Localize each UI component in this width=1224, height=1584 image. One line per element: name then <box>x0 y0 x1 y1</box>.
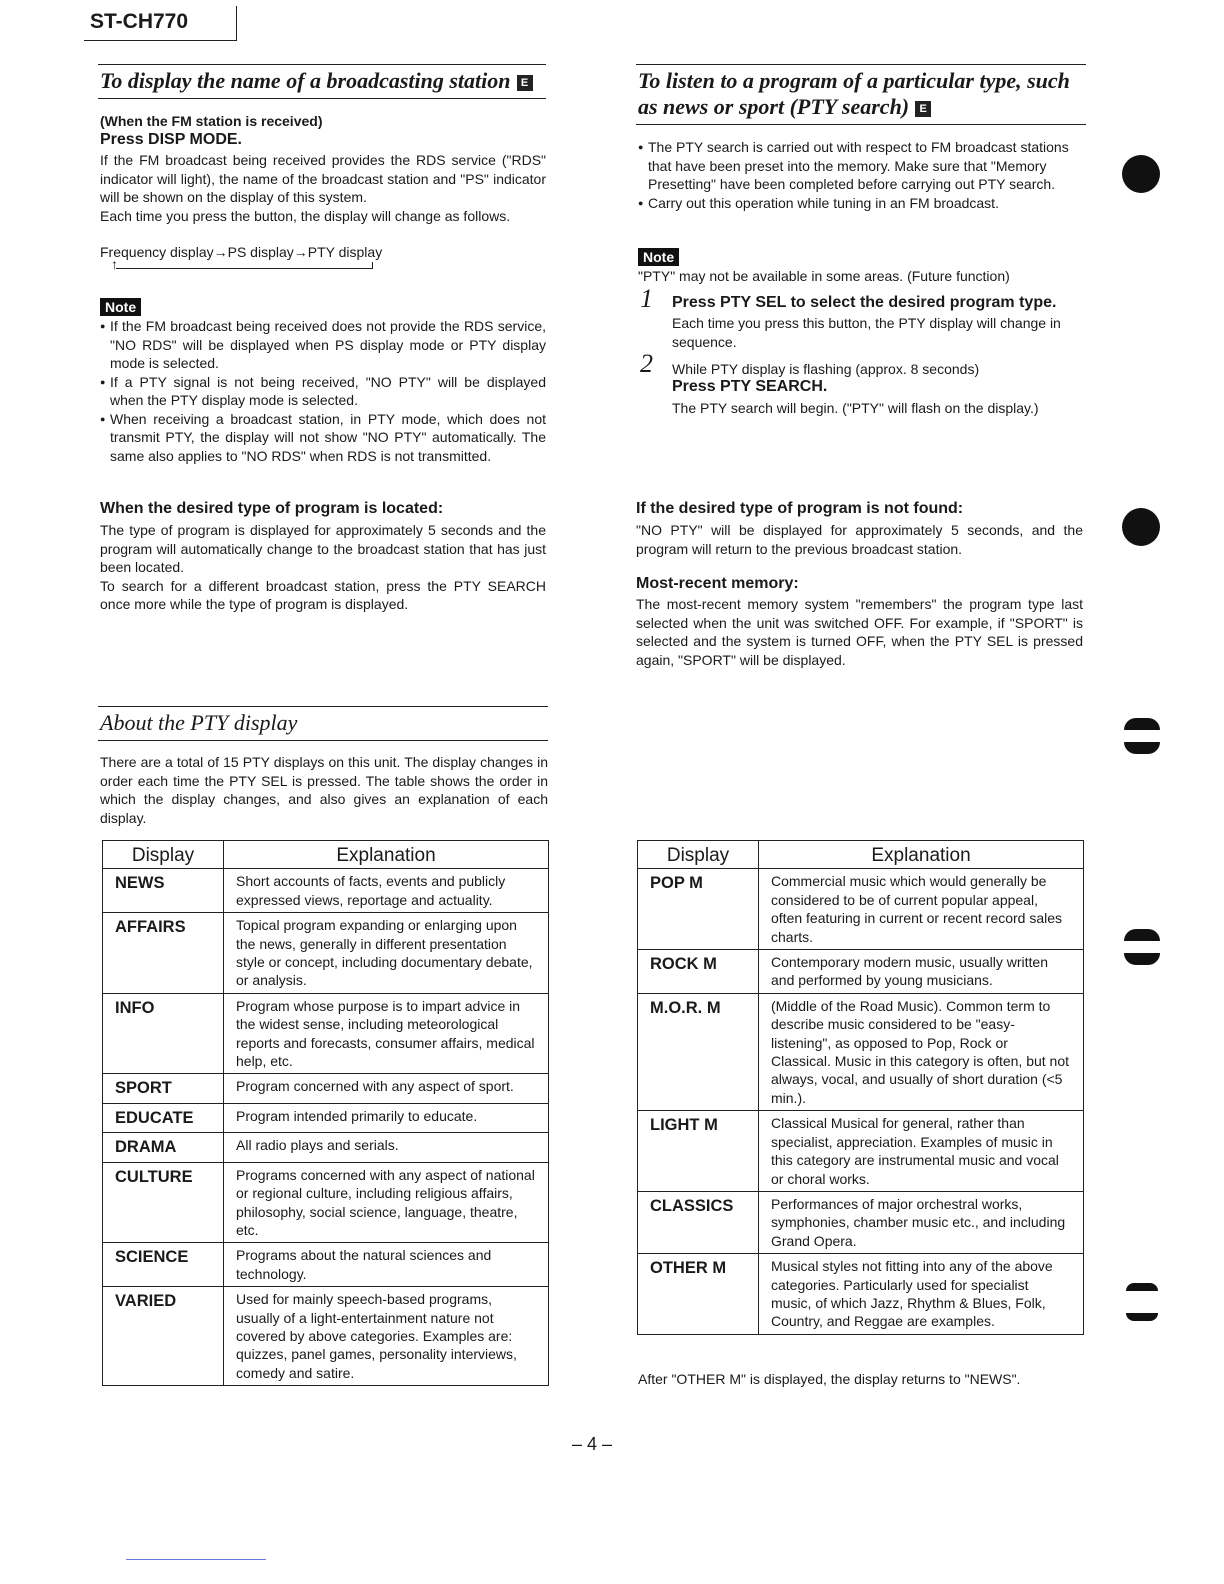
note-text-right: "PTY" may not be available in some areas. (Future function) <box>638 268 1010 284</box>
binder-mark-icon <box>1124 929 1160 941</box>
column-header-display: Display <box>103 841 224 869</box>
step-number: 1 <box>640 284 653 313</box>
binder-mark-icon <box>1126 1283 1158 1291</box>
pty-table-left <box>102 840 549 1386</box>
note-item: ● If the FM broadcast being received does not provide the RDS service, "NO RDS" will be displayed when PS display mode or PTY display mode is selected. <box>100 317 546 373</box>
table-row: OTHER M Musical styles not fitting into any of the above categories. Particularly used for specialist music, of which Jazz, Rhythm & Blues, Folk, Country, and Reggae are examples. <box>638 1254 1084 1335</box>
up-arrow-icon: ↑ <box>111 256 118 272</box>
binder-mark-icon <box>1126 1313 1158 1321</box>
page-number: – 4 – <box>572 1434 613 1454</box>
table-row: CULTURE Programs concerned with any aspect of national or regional culture, including religious affairs, philosophy, social science, language, theatre, etc. <box>103 1162 549 1243</box>
note-item: ● If a PTY signal is not being received, "NO PTY" will be displayed when the PTY display mode is selected. <box>100 373 546 410</box>
table-row: VARIED Used for mainly speech-based programs, usually of a light-entertainment nature not covered by above categories. Examples are: quizzes, panel games, personality interviews, comedy and satire. <box>103 1287 549 1386</box>
table-header-row <box>103 841 549 869</box>
step-2-pre: While PTY display is flashing (approx. 8 seconds) <box>672 361 980 377</box>
table-row: SPORT Program concerned with any aspect of sport. <box>103 1074 549 1103</box>
table-row: NEWS Short accounts of facts, events and publicly expressed views, reportage and actuality. <box>103 869 549 913</box>
about-title: About the PTY display <box>100 710 298 735</box>
located-heading: When the desired type of program is located: <box>100 500 444 517</box>
table-row: M.O.R. M (Middle of the Road Music). Common term to describe music considered to be "easy-listening", as opposed to Pop, Rock or Classical. Music in this category is often, but not always, vocal, and usually of short duration (<5 min.). <box>638 993 1084 1110</box>
memory-heading: Most-recent memory: <box>636 575 799 592</box>
bullet-item: ● Carry out this operation while tuning in an FM broadcast. <box>638 194 1086 213</box>
table-header-row <box>638 841 1084 869</box>
section-title-pty-search: To listen to a program of a particular type, such as news or sport (PTY search) E <box>638 68 1070 119</box>
table-row: CLASSICS Performances of major orchestral works, symphonies, chamber music etc., and including Grand Opera. <box>638 1191 1084 1253</box>
binder-mark-icon <box>1124 718 1160 730</box>
station-body: If the FM broadcast being received provides the RDS service ("RDS" indicator will light), the name of the broadcast station and "PS" indicator will be shown on the display of this system. Each time you press the button, the display will change as follows. <box>100 152 546 224</box>
display-cycle: Frequency display→PS display→PTY display <box>100 244 383 260</box>
about-body: There are a total of 15 PTY displays on this unit. The display changes in order each time the PTY SEL is pressed. The table shows the order in which the display changes, and also gives an explanation of each display. <box>100 754 548 826</box>
notfound-heading: If the desired type of program is not found: <box>636 500 964 517</box>
bottom-link-line <box>126 1559 266 1560</box>
note-item: ● When receiving a broadcast station, in PTY mode, which does not transmit PTY, the display will not show "NO PTY" automatically. The same also applies to "NO RDS" when RDS is not transmitted. <box>100 410 546 466</box>
title-rule-left <box>98 98 546 99</box>
note-badge-right: Note <box>638 248 679 266</box>
step-number: 2 <box>640 349 653 378</box>
column-header-explanation: Explanation <box>759 841 1084 869</box>
title-rule-right <box>636 124 1086 125</box>
table-row: INFO Program whose purpose is to impart advice in the widest sense, including meteorological reports and forecasts, consumer affairs, medical help, etc. <box>103 993 549 1074</box>
action-text: Press DISP MODE. <box>100 131 242 148</box>
table-row: EDUCATE Program intended primarily to educate. <box>103 1103 549 1132</box>
table-row: LIGHT M Classical Musical for general, rather than specialist, appreciation. Examples of music in this category are instrumental music and vocal or choral works. <box>638 1111 1084 1192</box>
bullet-item: ● The PTY search is carried out with respect to FM broadcast stations that have been preset into the memory. Make sure that "Memory Presetting" have been completed before carrying out PTY search. <box>638 138 1086 194</box>
about-title-rule <box>98 740 548 741</box>
step-2-heading: Press PTY SEARCH. <box>672 378 828 395</box>
model-number: ST-CH770 <box>90 10 189 33</box>
step-1-body: Each time you press this button, the PTY display will change in sequence. <box>672 315 1061 350</box>
binder-mark-icon <box>1124 742 1160 754</box>
binder-hole-icon <box>1122 508 1160 546</box>
step-1-heading: Press PTY SEL to select the desired program type. <box>672 294 1057 311</box>
e-mark-icon: E <box>915 101 931 117</box>
table-row: DRAMA All radio plays and serials. <box>103 1133 549 1162</box>
about-top-rule <box>98 706 548 707</box>
notfound-body: "NO PTY" will be displayed for approximately 5 seconds, and the program will return to the previous broadcast station. <box>636 522 1083 557</box>
note-badge-left: Note <box>100 298 141 316</box>
step-2-body: The PTY search will begin. ("PTY" will flash on the display.) <box>672 400 1039 416</box>
after-table-note: After "OTHER M" is displayed, the display returns to "NEWS". <box>638 1371 1021 1387</box>
pty-bullets <box>638 138 1086 212</box>
top-rule-right <box>636 64 1086 65</box>
column-header-display: Display <box>638 841 759 869</box>
table-row: SCIENCE Programs about the natural sciences and technology. <box>103 1243 549 1287</box>
table-row: AFFAIRS Topical program expanding or enlarging upon the news, generally in different presentation style or concept, including documentary debate, or analysis. <box>103 913 549 994</box>
table-row: ROCK M Contemporary modern music, usually written and performed by young musicians. <box>638 950 1084 994</box>
binder-mark-icon <box>1124 953 1160 965</box>
e-mark-icon: E <box>517 75 533 91</box>
notes-list-left <box>100 317 546 465</box>
cycle-return-arrow <box>116 262 373 269</box>
memory-body: The most-recent memory system "remembers" the program type last selected when the unit was switched OFF. For example, if "SPORT" is selected and the system is turned OFF, when the PTY SEL is pressed again, "SPORT" will be displayed. <box>636 596 1083 668</box>
binder-hole-icon <box>1122 155 1160 193</box>
column-header-explanation: Explanation <box>224 841 549 869</box>
condition-text: (When the FM station is received) <box>100 113 323 129</box>
located-body: The type of program is displayed for approximately 5 seconds and the program will automatically change to the broadcast station that has just been located. To search for a different broadcast station, press the PTY SEARCH once more while the type of program is displayed. <box>100 522 546 612</box>
section-title-station-name: To display the name of a broadcasting station E <box>100 68 550 94</box>
pty-table-right <box>637 840 1084 1335</box>
top-rule-left <box>98 64 546 65</box>
table-row: POP M Commercial music which would generally be considered to be of current popular appeal, often featuring in current or recent record sales charts. <box>638 869 1084 950</box>
